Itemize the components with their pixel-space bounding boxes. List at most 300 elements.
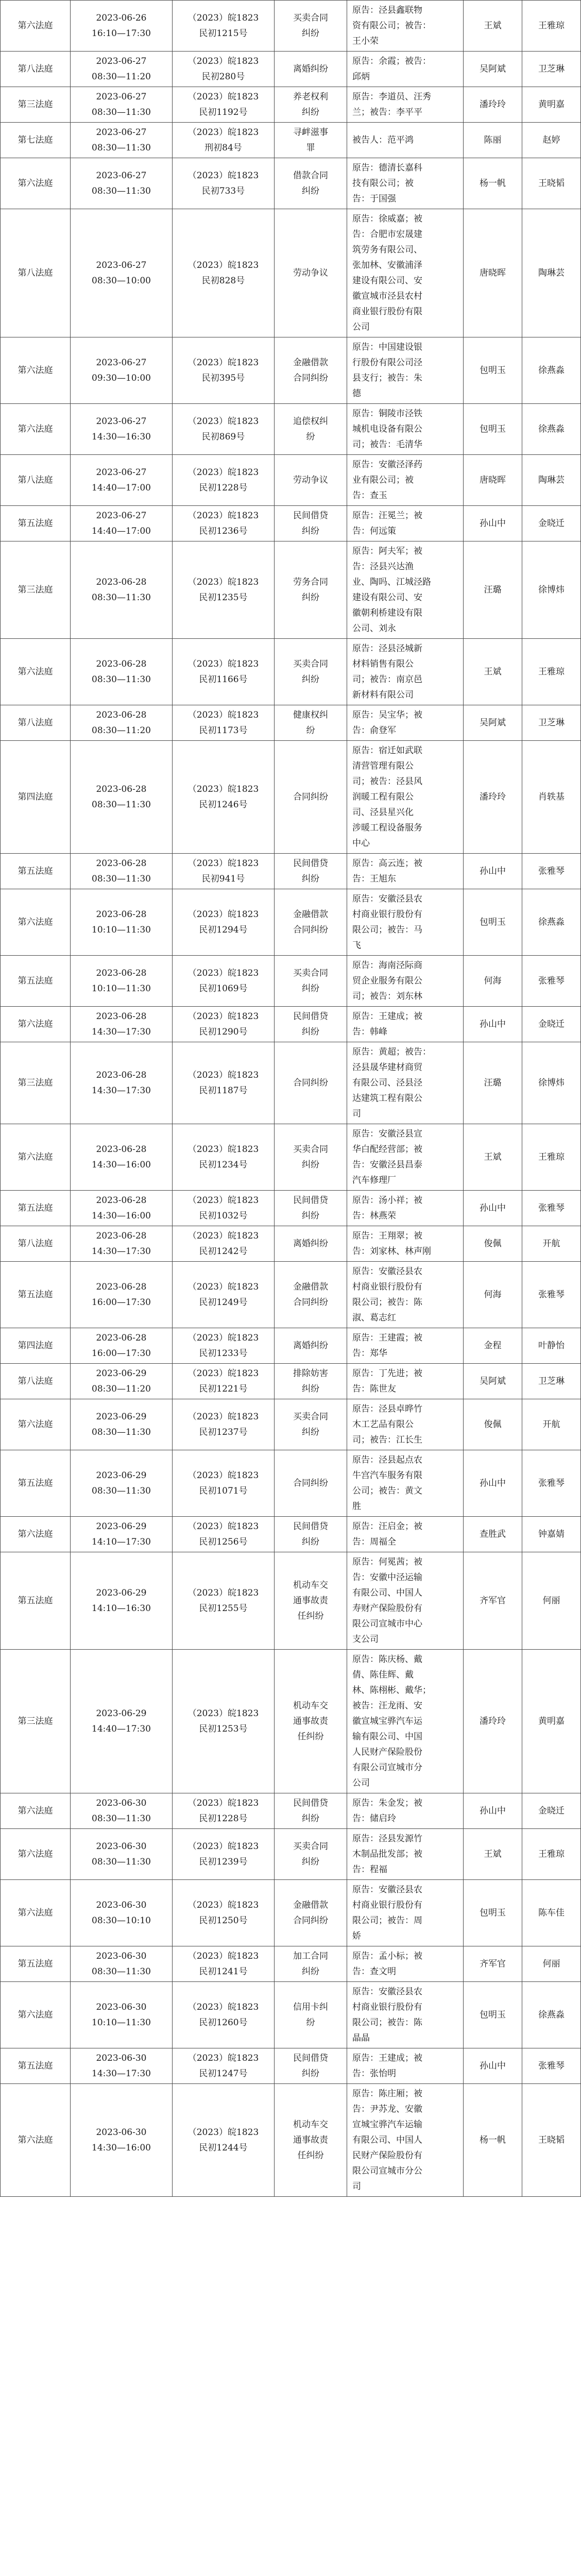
parties-cell (347, 1793, 464, 1829)
case-cause-text: 机动车交 通事故责 任纠纷 (293, 1580, 328, 1621)
parties-cell (347, 1946, 464, 1982)
hearing-time-cell (71, 1946, 173, 1982)
judge-text: 孙山中 (480, 1478, 506, 1488)
hearing-time-cell (71, 1552, 173, 1650)
case-cause-text: 信用卡纠 纷 (293, 2002, 328, 2028)
courtroom-cell (1, 1328, 71, 1364)
parties-text: 原告：王建成；被 告：韩峰 (352, 1011, 422, 1037)
case-number-cell (173, 741, 275, 854)
judge-cell (464, 2048, 522, 2084)
judge-text: 齐军官 (480, 1596, 506, 1606)
judge-text: 杨一帆 (480, 178, 506, 189)
case-cause-cell (275, 639, 347, 705)
hearing-time-cell (71, 1226, 173, 1262)
case-number-cell (173, 158, 275, 209)
hearing-time-text: 2023-06-28 08:30—11:30 (92, 659, 151, 685)
judge-text: 孙山中 (480, 1019, 506, 1029)
table-row (1, 1793, 581, 1829)
case-cause-text: 买卖合同 纠纷 (293, 1144, 328, 1170)
clerk-cell (522, 209, 581, 337)
case-number-text: （2023）皖1823 民初1249号 (187, 1282, 259, 1308)
case-cause-text: 买卖合同 纠纷 (293, 659, 328, 685)
case-cause-text: 金融借款 合同纠纷 (293, 909, 328, 935)
hearing-time-cell (71, 87, 173, 123)
hearing-time-cell (71, 1124, 173, 1191)
parties-cell (347, 87, 464, 123)
clerk-text: 张雅琴 (538, 1203, 565, 1213)
parties-cell (347, 455, 464, 506)
judge-text: 王斌 (484, 667, 502, 677)
parties-text: 原告：李道员、汪秀 兰；被告：李平平 (352, 92, 431, 117)
clerk-cell (522, 404, 581, 455)
hearing-time-cell (71, 404, 173, 455)
case-number-text: （2023）皖1823 民初941号 (187, 858, 259, 884)
parties-cell (347, 639, 464, 705)
courtroom-text: 第四法庭 (18, 792, 53, 802)
hearing-time-cell (71, 455, 173, 506)
clerk-cell (522, 1880, 581, 1946)
hearing-time-text: 2023-06-30 08:30—11:30 (92, 1951, 151, 1977)
case-number-cell (173, 1946, 275, 1982)
hearing-time-cell (71, 639, 173, 705)
clerk-cell (522, 1982, 581, 2048)
case-number-text: （2023）皖1823 民初1166号 (187, 659, 259, 685)
case-number-cell (173, 1226, 275, 1262)
hearing-time-text: 2023-06-28 10:10—11:30 (92, 968, 151, 994)
courtroom-cell (1, 1829, 71, 1880)
case-cause-text: 机动车交 通事故责 任纠纷 (293, 1701, 328, 1742)
judge-cell (464, 1328, 522, 1364)
table-row (1, 889, 581, 956)
hearing-time-text: 2023-06-27 09:30—10:00 (92, 358, 151, 383)
courtroom-cell (1, 52, 71, 87)
table-row (1, 209, 581, 337)
judge-text: 潘玲玲 (480, 99, 506, 110)
hearing-time-text: 2023-06-28 08:30—11:30 (92, 784, 151, 810)
courtroom-text: 第六法庭 (18, 424, 53, 434)
judge-cell (464, 209, 522, 337)
case-cause-text: 民间借贷 纠纷 (293, 1195, 328, 1221)
case-cause-cell (275, 455, 347, 506)
parties-text: 原告：德清长嘉科 技有限公司；被 告：于国强 (352, 163, 422, 204)
hearing-time-text: 2023-06-30 08:30—10:10 (92, 1900, 151, 1926)
clerk-cell (522, 1, 581, 52)
courtroom-text: 第五法庭 (18, 1959, 53, 1969)
hearing-time-cell (71, 1364, 173, 1399)
clerk-text: 徐燕淼 (538, 365, 565, 376)
parties-cell (347, 854, 464, 889)
courtroom-cell (1, 455, 71, 506)
case-cause-text: 追偿权纠 纷 (293, 416, 328, 442)
parties-cell (347, 1650, 464, 1793)
judge-cell (464, 854, 522, 889)
parties-text: 原告：泾县鑫联物 资有限公司；被告： 王小荣 (352, 5, 431, 46)
case-cause-text: 民间借贷 纠纷 (293, 1521, 328, 1547)
case-number-text: （2023）皖1823 民初1242号 (187, 1231, 259, 1257)
courtroom-cell (1, 854, 71, 889)
clerk-cell (522, 1517, 581, 1552)
parties-text: 原告：陈庆杨、戴 倩、陈佳辉、戴 林、陈栩彬、戴华； 被告：汪龙雨、安 徽宣城宝骅汽车运 输有限公司、中国 人民财产保险股份 有限公司宣城市分 公司 (352, 1654, 431, 1788)
table-row (1, 123, 581, 158)
case-number-cell (173, 639, 275, 705)
judge-text: 俊佩 (484, 1419, 502, 1430)
case-cause-text: 离婚纠纷 (293, 64, 328, 74)
case-number-cell (173, 1191, 275, 1226)
courtroom-text: 第五法庭 (18, 1290, 53, 1300)
clerk-text: 黄明嘉 (538, 99, 565, 110)
courtroom-cell (1, 1, 71, 52)
hearing-time-cell (71, 2048, 173, 2084)
clerk-cell (522, 1793, 581, 1829)
case-cause-cell (275, 889, 347, 956)
table-row (1, 1364, 581, 1399)
case-number-text: （2023）皖1823 民初1235号 (187, 577, 259, 603)
judge-cell (464, 158, 522, 209)
hearing-time-text: 2023-06-27 14:30—16:30 (92, 416, 151, 442)
parties-text: 原告：中国建设银 行股份有限公司泾 县支行；被告：朱 德 (352, 342, 422, 399)
courtroom-cell (1, 1946, 71, 1982)
judge-text: 唐晓晖 (480, 268, 506, 278)
courtroom-cell (1, 158, 71, 209)
courtroom-text: 第六法庭 (18, 1529, 53, 1539)
case-cause-cell (275, 1328, 347, 1364)
case-number-text: （2023）皖1823 民初1247号 (187, 2053, 259, 2079)
clerk-text: 开航 (542, 1239, 560, 1249)
case-cause-text: 加工合同 纠纷 (293, 1951, 328, 1977)
courtroom-cell (1, 87, 71, 123)
table-row (1, 506, 581, 541)
case-number-cell (173, 1328, 275, 1364)
clerk-text: 张雅琴 (538, 1478, 565, 1488)
parties-text: 原告：王建成；被 告：张怡明 (352, 2053, 422, 2079)
case-cause-text: 民间借贷 纠纷 (293, 1798, 328, 1824)
parties-cell (347, 956, 464, 1007)
courtroom-text: 第六法庭 (18, 917, 53, 927)
parties-text: 原告：朱金发；被 告：储启玲 (352, 1798, 422, 1824)
courtroom-text: 第六法庭 (18, 1908, 53, 1918)
hearing-time-cell (71, 123, 173, 158)
courtroom-cell (1, 1982, 71, 2048)
case-cause-cell (275, 741, 347, 854)
case-number-text: （2023）皖1823 民初1290号 (187, 1011, 259, 1037)
hearing-time-cell (71, 889, 173, 956)
case-number-text: （2023）皖1823 民初828号 (187, 260, 259, 286)
table-row (1, 1399, 581, 1450)
judge-text: 潘玲玲 (480, 792, 506, 802)
parties-cell (347, 1, 464, 52)
case-cause-cell (275, 506, 347, 541)
clerk-text: 王晓韬 (538, 178, 565, 189)
courtroom-cell (1, 1399, 71, 1450)
case-cause-text: 买卖合同 纠纷 (293, 1841, 328, 1867)
judge-text: 包明玉 (480, 2010, 506, 2020)
case-cause-cell (275, 1226, 347, 1262)
case-number-cell (173, 1042, 275, 1124)
parties-text: 原告：吴宝华；被 告：俞登军 (352, 710, 422, 736)
case-number-text: （2023）皖1823 民初1246号 (187, 784, 259, 810)
table-row (1, 639, 581, 705)
parties-cell (347, 1042, 464, 1124)
parties-cell (347, 1007, 464, 1042)
case-number-text: （2023）皖1823 民初1294号 (187, 909, 259, 935)
table-row (1, 541, 581, 639)
judge-cell (464, 52, 522, 87)
case-number-cell (173, 1982, 275, 2048)
case-cause-text: 合同纠纷 (293, 792, 328, 802)
courtroom-text: 第七法庭 (18, 135, 53, 145)
case-number-text: （2023）皖1823 民初733号 (187, 171, 259, 196)
case-cause-text: 买卖合同 纠纷 (293, 13, 328, 39)
parties-cell (347, 158, 464, 209)
clerk-text: 肖轶基 (538, 792, 565, 802)
case-cause-cell (275, 87, 347, 123)
parties-cell (347, 889, 464, 956)
courtroom-cell (1, 1450, 71, 1517)
hearing-time-cell (71, 1650, 173, 1793)
parties-text: 原告：宿迁如武联 清营管理有限公 司；被告：泾县风 润暖工程有限公 司、泾县星兴化 涉暖工程设备服务 中心 (352, 745, 422, 849)
hearing-time-cell (71, 1829, 173, 1880)
courtroom-cell (1, 1191, 71, 1226)
table-row (1, 1, 581, 52)
clerk-text: 徐燕淼 (538, 2010, 565, 2020)
hearing-time-text: 2023-06-27 14:40—17:00 (92, 467, 151, 493)
case-cause-text: 寻衅滋事 罪 (293, 127, 328, 153)
case-cause-cell (275, 1829, 347, 1880)
case-cause-cell (275, 1450, 347, 1517)
hearing-time-text: 2023-06-28 14:30—17:30 (92, 1070, 151, 1096)
clerk-cell (522, 1650, 581, 1793)
judge-text: 何海 (484, 1290, 502, 1300)
judge-cell (464, 1450, 522, 1517)
parties-text: 原告：何冕茜；被 告：安徽中泾运输 有限公司、中国人 寿财产保险股份有 限公司宣城市中心 支公司 (352, 1557, 422, 1645)
parties-text: 原告：王翔翠；被 告：刘家林、林声刚 (352, 1231, 431, 1257)
parties-text: 被告人：范平鸿 (352, 135, 414, 145)
clerk-cell (522, 639, 581, 705)
case-number-text: （2023）皖1823 民初280号 (187, 56, 259, 82)
hearing-time-cell (71, 956, 173, 1007)
courtroom-cell (1, 1880, 71, 1946)
case-number-text: （2023）皖1823 民初1071号 (187, 1470, 259, 1496)
case-number-cell (173, 1450, 275, 1517)
case-cause-cell (275, 854, 347, 889)
judge-text: 潘玲玲 (480, 1716, 506, 1726)
courtroom-cell (1, 506, 71, 541)
table-row (1, 1450, 581, 1517)
judge-text: 汪璐 (484, 1078, 502, 1088)
parties-cell (347, 404, 464, 455)
judge-text: 查胜武 (480, 1529, 506, 1539)
case-cause-text: 劳动争议 (293, 475, 328, 485)
case-number-text: （2023）皖1823 民初1069号 (187, 968, 259, 994)
case-cause-cell (275, 1552, 347, 1650)
case-cause-cell (275, 956, 347, 1007)
case-number-cell (173, 1124, 275, 1191)
courtroom-cell (1, 1124, 71, 1191)
hearing-time-text: 2023-06-28 14:30—16:00 (92, 1195, 151, 1221)
clerk-text: 张雅琴 (538, 2061, 565, 2071)
courtroom-cell (1, 1650, 71, 1793)
clerk-text: 赵婷 (542, 135, 560, 145)
courtroom-cell (1, 404, 71, 455)
case-number-text: （2023）皖1823 民初1253号 (187, 1708, 259, 1734)
clerk-text: 王雅琼 (538, 1849, 565, 1859)
table-row (1, 1328, 581, 1364)
case-cause-text: 劳动争议 (293, 268, 328, 278)
case-number-text: （2023）皖1823 民初869号 (187, 416, 259, 442)
parties-cell (347, 1191, 464, 1226)
judge-text: 孙山中 (480, 866, 506, 876)
courtroom-text: 第五法庭 (18, 1478, 53, 1488)
case-number-text: （2023）皖1823 民初1192号 (187, 92, 259, 117)
clerk-text: 陶琳芸 (538, 268, 565, 278)
clerk-text: 王晓韬 (538, 2135, 565, 2145)
hearing-time-cell (71, 854, 173, 889)
parties-cell (347, 741, 464, 854)
judge-cell (464, 1829, 522, 1880)
parties-text: 原告：安徽泾县农 村商业银行股份有 限公司；被告：周 娇 (352, 1885, 422, 1941)
clerk-text: 徐博炜 (538, 585, 565, 595)
clerk-cell (522, 1042, 581, 1124)
courtroom-text: 第五法庭 (18, 2061, 53, 2071)
clerk-cell (522, 1124, 581, 1191)
courtroom-text: 第三法庭 (18, 1716, 53, 1726)
table-row (1, 87, 581, 123)
judge-text: 齐军官 (480, 1959, 506, 1969)
case-number-cell (173, 1399, 275, 1450)
clerk-text: 王雅琼 (538, 1152, 565, 1162)
case-number-cell (173, 52, 275, 87)
courtroom-text: 第六法庭 (18, 667, 53, 677)
clerk-cell (522, 854, 581, 889)
hearing-time-cell (71, 1007, 173, 1042)
case-cause-text: 排除妨害 纠纷 (293, 1368, 328, 1394)
case-cause-cell (275, 1650, 347, 1793)
hearing-time-text: 2023-06-27 08:30—10:00 (92, 260, 151, 286)
clerk-cell (522, 705, 581, 741)
clerk-text: 徐燕淼 (538, 424, 565, 434)
courtroom-cell (1, 1007, 71, 1042)
clerk-cell (522, 1552, 581, 1650)
clerk-text: 何丽 (542, 1596, 560, 1606)
hearing-time-text: 2023-06-28 16:00—17:30 (92, 1333, 151, 1359)
table-row (1, 1042, 581, 1124)
judge-text: 俊佩 (484, 1239, 502, 1249)
parties-text: 原告：陈庄厢；被 告：尹苏龙、安徽 宣城宝骅汽车运输 有限公司、中国人 民财产保险股份有 限公司宣城市分公 司 (352, 2089, 422, 2192)
clerk-cell (522, 1399, 581, 1450)
hearing-time-cell (71, 1982, 173, 2048)
clerk-text: 徐博炜 (538, 1078, 565, 1088)
parties-cell (347, 2084, 464, 2197)
table-row (1, 1829, 581, 1880)
courtroom-cell (1, 705, 71, 741)
parties-cell (347, 1450, 464, 1517)
table-row (1, 1007, 581, 1042)
judge-text: 王斌 (484, 21, 502, 31)
courtroom-cell (1, 1226, 71, 1262)
courtroom-text: 第五法庭 (18, 976, 53, 986)
case-number-cell (173, 1829, 275, 1880)
clerk-cell (522, 889, 581, 956)
judge-cell (464, 123, 522, 158)
courtroom-text: 第六法庭 (18, 1019, 53, 1029)
courtroom-text: 第六法庭 (18, 21, 53, 31)
case-cause-cell (275, 209, 347, 337)
table-row (1, 741, 581, 854)
parties-text: 原告：王建霞；被 告：郑华 (352, 1333, 422, 1359)
judge-cell (464, 1650, 522, 1793)
case-cause-cell (275, 1399, 347, 1450)
table-row (1, 404, 581, 455)
hearing-time-text: 2023-06-28 08:30—11:20 (92, 710, 151, 736)
table-row (1, 1262, 581, 1328)
judge-cell (464, 404, 522, 455)
hearing-time-text: 2023-06-28 14:30—17:30 (92, 1011, 151, 1037)
case-cause-text: 合同纠纷 (293, 1078, 328, 1088)
courtroom-text: 第八法庭 (18, 268, 53, 278)
parties-text: 原告：黄超；被告： 泾县晟华建材商贸 有限公司、泾县泾 达建筑工程有限公 司 (352, 1047, 431, 1119)
courtroom-text: 第六法庭 (18, 365, 53, 376)
case-number-cell (173, 123, 275, 158)
judge-cell (464, 1946, 522, 1982)
case-cause-cell (275, 1042, 347, 1124)
case-number-cell (173, 1007, 275, 1042)
hearing-schedule-body (1, 1, 581, 2197)
clerk-text: 陶琳芸 (538, 475, 565, 485)
table-row (1, 1552, 581, 1650)
case-number-cell (173, 854, 275, 889)
courtroom-cell (1, 1262, 71, 1328)
case-cause-text: 买卖合同 纠纷 (293, 968, 328, 994)
parties-text: 原告：安徽泾县农 村商业银行股份有 限公司；被告：马 飞 (352, 894, 422, 951)
hearing-time-cell (71, 705, 173, 741)
case-number-cell (173, 889, 275, 956)
judge-cell (464, 1262, 522, 1328)
hearing-time-cell (71, 1793, 173, 1829)
courtroom-text: 第四法庭 (18, 1341, 53, 1351)
case-cause-text: 机动车交 通事故责 任纠纷 (293, 2120, 328, 2161)
courtroom-cell (1, 123, 71, 158)
clerk-cell (522, 1226, 581, 1262)
clerk-cell (522, 1829, 581, 1880)
clerk-text: 黄明嘉 (538, 1716, 565, 1726)
clerk-text: 张雅琴 (538, 976, 565, 986)
case-number-text: （2023）皖1823 民初1228号 (187, 467, 259, 493)
courtroom-cell (1, 1042, 71, 1124)
courtroom-text: 第三法庭 (18, 99, 53, 110)
hearing-time-cell (71, 541, 173, 639)
clerk-text: 卫芝琳 (538, 64, 565, 74)
parties-cell (347, 1880, 464, 1946)
table-row (1, 1226, 581, 1262)
judge-text: 陈丽 (484, 135, 502, 145)
judge-text: 孙山中 (480, 518, 506, 529)
courtroom-cell (1, 1552, 71, 1650)
case-number-cell (173, 956, 275, 1007)
courtroom-cell (1, 1793, 71, 1829)
parties-text: 原告：余霞；被告： 邱炳 (352, 56, 431, 82)
hearing-time-text: 2023-06-28 14:30—16:00 (92, 1144, 151, 1170)
judge-text: 金程 (484, 1341, 502, 1351)
clerk-text: 王雅琼 (538, 21, 565, 31)
case-number-cell (173, 1880, 275, 1946)
case-number-cell (173, 1517, 275, 1552)
case-number-text: （2023）皖1823 民初1236号 (187, 511, 259, 536)
case-cause-cell (275, 1364, 347, 1399)
hearing-time-cell (71, 1399, 173, 1450)
hearing-time-text: 2023-06-29 08:30—11:30 (92, 1412, 151, 1437)
judge-cell (464, 1124, 522, 1191)
case-number-text: （2023）皖1823 民初1256号 (187, 1521, 259, 1547)
